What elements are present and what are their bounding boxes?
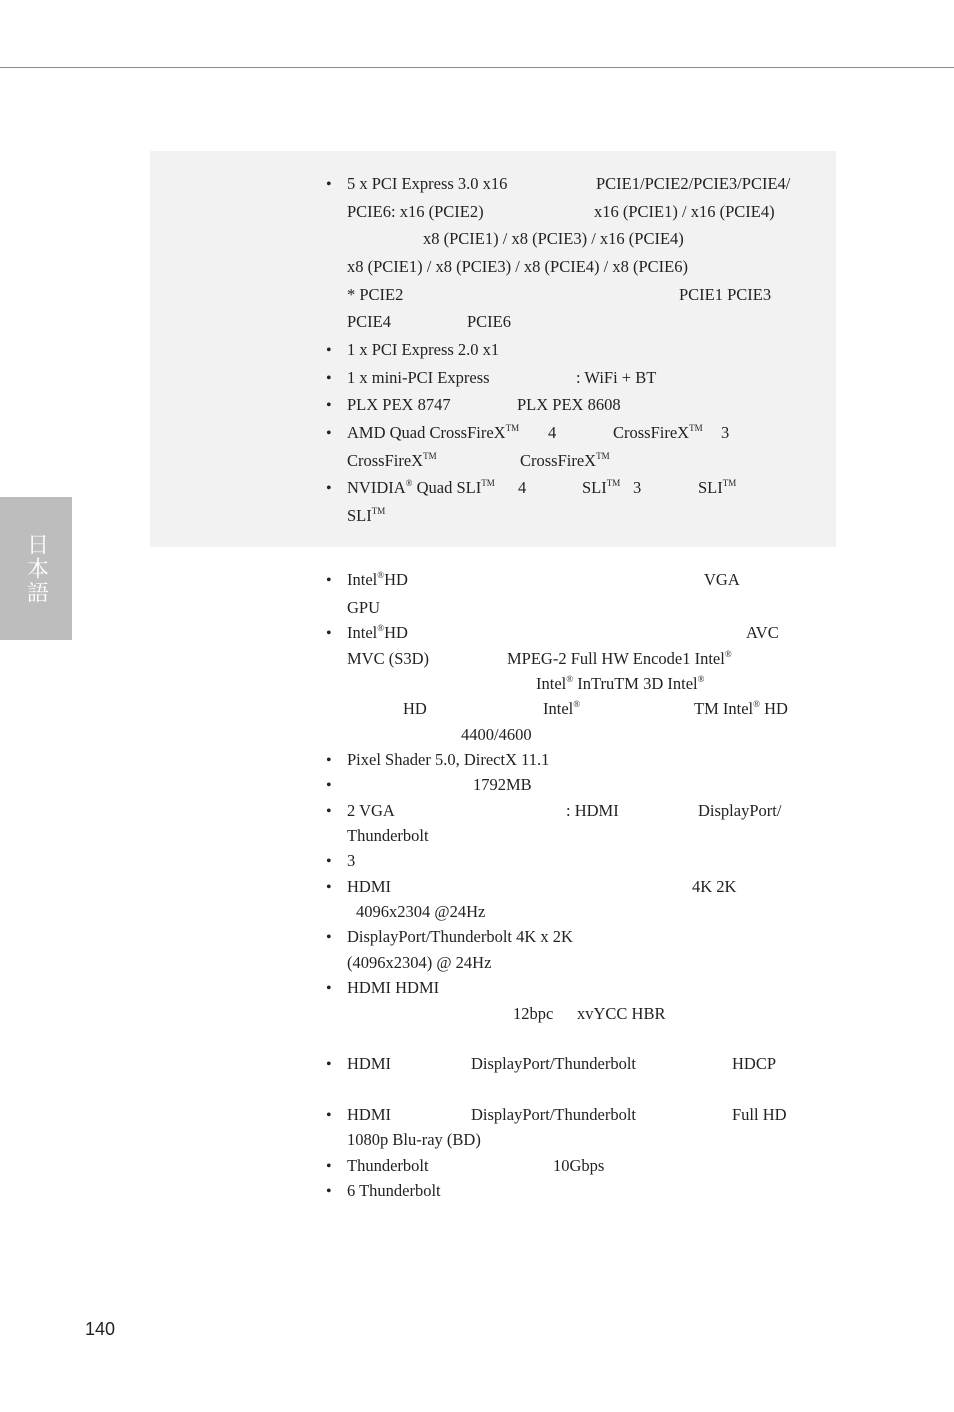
bullet: • xyxy=(326,176,332,193)
bullet: • xyxy=(326,853,332,870)
side-tab-label: 日本語 xyxy=(23,532,49,605)
bullet: • xyxy=(326,480,332,497)
slot-text: x16 (PCIE1) / x16 (PCIE4) xyxy=(594,202,775,221)
graphics-text: 3 xyxy=(347,851,356,870)
graphics-text: Intel® xyxy=(543,699,581,718)
slot-text: PCIE6 xyxy=(467,312,512,331)
slot-text: PCIE4 xyxy=(347,312,392,331)
language-side-tab xyxy=(0,497,72,640)
graphics-text: Pixel Shader 5.0, DirectX 11.1 xyxy=(347,750,550,769)
graphics-text: 12bpc xyxy=(513,1004,554,1023)
slot-text: PLX PEX 8608 xyxy=(517,395,621,414)
graphics-text: DisplayPort/ xyxy=(698,801,782,820)
graphics-text: Intel®HD xyxy=(347,623,408,642)
slot-text: 1 x PCI Express 2.0 x1 xyxy=(347,340,500,359)
page-number: 140 xyxy=(85,1319,116,1339)
bullet: • xyxy=(326,777,332,794)
graphics-text: 6 Thunderbolt xyxy=(347,1181,441,1200)
graphics-text: 1080p Blu-ray (BD) xyxy=(347,1130,481,1149)
bullet: • xyxy=(326,879,332,896)
graphics-text: DisplayPort/Thunderbolt 4K x 2K xyxy=(347,927,573,946)
slot-text: CrossFireX™ xyxy=(613,423,703,442)
slot-text: PCIE6: x16 (PCIE2) xyxy=(347,202,484,221)
graphics-text: DisplayPort/Thunderbolt xyxy=(471,1054,636,1073)
slot-text: SLI™ xyxy=(698,478,737,497)
slot-text: CrossFireX™ xyxy=(347,451,437,470)
slot-text: 3 xyxy=(721,423,730,442)
graphics-text: 4400/4600 xyxy=(461,725,532,744)
graphics-text: MVC (S3D) xyxy=(347,649,430,668)
bullet: • xyxy=(326,342,332,359)
graphics-text: Intel®HD xyxy=(347,570,408,589)
graphics-text: Intel® InTruTM 3D Intel® xyxy=(536,674,705,693)
graphics-text: xvYCC HBR xyxy=(577,1004,666,1023)
slot-text: NVIDIA® Quad SLI™ xyxy=(347,478,495,497)
bullet: • xyxy=(326,625,332,642)
bullet: • xyxy=(326,752,332,769)
graphics-text: TM Intel® HD xyxy=(694,699,788,718)
bullet: • xyxy=(326,803,332,820)
bullet: • xyxy=(326,572,332,589)
slot-text: * PCIE2 xyxy=(347,285,404,304)
bullet: • xyxy=(326,1056,332,1073)
bullet: • xyxy=(326,980,332,997)
slot-text: : WiFi + BT xyxy=(576,368,657,387)
graphics-text: 10Gbps xyxy=(553,1156,605,1175)
bullet: • xyxy=(326,1158,332,1175)
graphics-text: (4096x2304) @ 24Hz xyxy=(347,953,492,972)
slot-text: SLI™ xyxy=(582,478,621,497)
graphics-text: 4K 2K xyxy=(692,877,737,896)
graphics-text: VGA xyxy=(704,570,740,589)
graphics-text: 1792MB xyxy=(473,775,532,794)
graphics-text: GPU xyxy=(347,598,381,617)
slot-text: 5 x PCI Express 3.0 x16 xyxy=(347,174,508,193)
slot-text: 4 xyxy=(518,478,527,497)
slot-text: x8 (PCIE1) / x8 (PCIE3) / x8 (PCIE4) / x8 (PCIE6) xyxy=(347,257,688,276)
slot-text: CrossFireX™ xyxy=(520,451,610,470)
bullet: • xyxy=(326,1107,332,1124)
bullet: • xyxy=(326,929,332,946)
slot-text: SLI™ xyxy=(347,506,386,525)
slot-text: 3 xyxy=(633,478,642,497)
slot-text: 1 x mini-PCI Express xyxy=(347,368,490,387)
slot-text: x8 (PCIE1) / x8 (PCIE3) / x16 (PCIE4) xyxy=(423,229,684,248)
graphics-text: Thunderbolt xyxy=(347,826,429,845)
graphics-text: 2 VGA xyxy=(347,801,395,820)
slot-text: PLX PEX 8747 xyxy=(347,395,451,414)
graphics-text: MPEG-2 Full HW Encode1 Intel® xyxy=(507,649,732,668)
graphics-text: HDMI HDMI xyxy=(347,978,440,997)
graphics-text: HDMI xyxy=(347,1105,391,1124)
graphics-text: HDMI xyxy=(347,1054,391,1073)
graphics-text: Full HD xyxy=(732,1105,787,1124)
graphics-text: DisplayPort/Thunderbolt xyxy=(471,1105,636,1124)
graphics-text: : HDMI xyxy=(566,801,619,820)
bullet: • xyxy=(326,1183,332,1200)
bullet: • xyxy=(326,425,332,442)
slot-text: AMD Quad CrossFireX™ xyxy=(347,423,520,442)
slot-text: PCIE1 PCIE3 xyxy=(679,285,772,304)
graphics-text: AVC xyxy=(746,623,779,642)
graphics-text: Thunderbolt xyxy=(347,1156,429,1175)
graphics-text: HDCP xyxy=(732,1054,777,1073)
header-rule xyxy=(0,67,954,68)
slot-text: 4 xyxy=(548,423,557,442)
bullet: • xyxy=(326,370,332,387)
graphics-text: HD xyxy=(403,699,427,718)
slot-text: PCIE1/PCIE2/PCIE3/PCIE4/ xyxy=(596,174,791,193)
graphics-text: HDMI xyxy=(347,877,391,896)
graphics-text: 4096x2304 @24Hz xyxy=(356,902,486,921)
bullet: • xyxy=(326,397,332,414)
